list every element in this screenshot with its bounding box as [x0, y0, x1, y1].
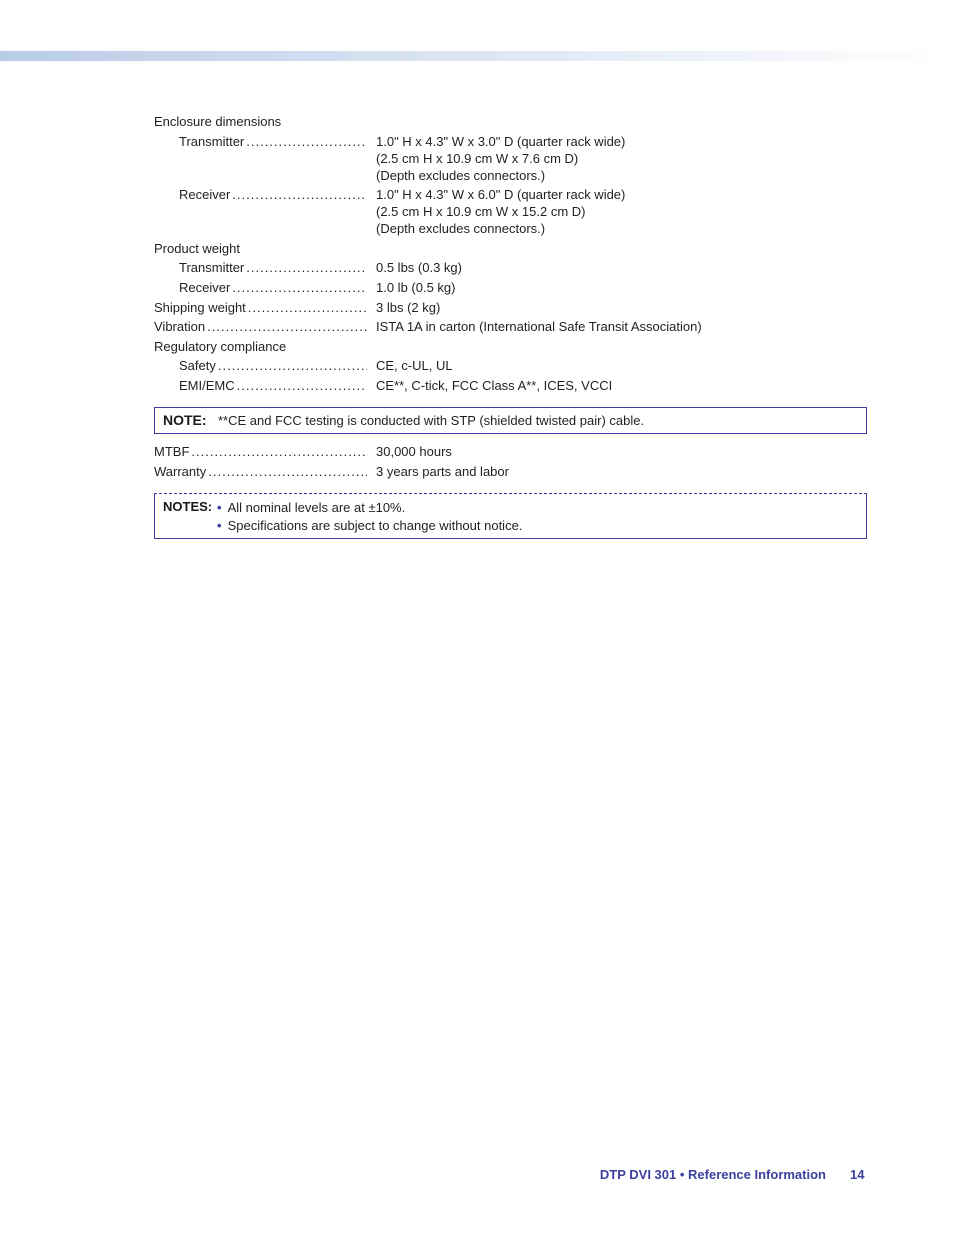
- spec-value: 30,000 hours: [376, 444, 452, 459]
- specifications-list: [154, 113, 870, 397]
- spec-label: Safety: [179, 358, 216, 374]
- emi-emc-row: [154, 377, 870, 394]
- spec-value: CE**, C-tick, FCC Class A**, ICES, VCCI: [376, 377, 613, 393]
- product-weight-heading: Product weight: [154, 240, 240, 256]
- bullet-icon: •: [217, 518, 222, 533]
- spec-value: 0.5 lbs (0.3 kg): [376, 260, 462, 276]
- dot-leader: [208, 463, 367, 480]
- header-gradient-bar: [0, 51, 954, 61]
- spec-value: CE, c-UL, UL: [376, 358, 453, 374]
- enclosure-transmitter-row: [154, 133, 870, 184]
- spec-label: Vibration: [154, 319, 206, 335]
- spec-label: MTBF: [154, 444, 190, 459]
- page-footer: [560, 1167, 870, 1182]
- note-item: [217, 500, 405, 515]
- footer-title: DTP DVI 301 • Reference Information: [599, 1167, 826, 1182]
- enclosure-receiver-row: [154, 186, 870, 237]
- weight-transmitter-row: [154, 259, 870, 276]
- note-item-text: All nominal levels are at ±10%.: [227, 500, 406, 515]
- dot-leader: [207, 318, 367, 335]
- spec-value: (2.5 cm H x 10.9 cm W x 15.2 cm D): [376, 204, 586, 220]
- safety-row: [154, 357, 870, 374]
- dot-leader: [191, 443, 367, 460]
- bullet-icon: •: [217, 500, 222, 515]
- vibration-row: [154, 318, 870, 335]
- page-number: 14: [850, 1167, 865, 1182]
- mtbf-row: [154, 443, 870, 460]
- cable-testing-note: [154, 407, 867, 434]
- spec-value: 1.0 lb (0.5 kg): [376, 279, 456, 295]
- dot-leader: [246, 133, 367, 184]
- general-notes: [154, 493, 867, 539]
- dot-leader: [246, 259, 367, 276]
- dot-leader: [248, 299, 367, 316]
- spec-value: 3 years parts and labor: [376, 463, 509, 479]
- spec-label: Transmitter: [179, 260, 245, 276]
- regulatory-heading: Regulatory compliance: [154, 338, 287, 354]
- spec-label: Transmitter: [179, 133, 245, 149]
- warranty-row: [154, 463, 870, 480]
- spec-value: ISTA 1A in carton (International Safe Transit Association): [376, 319, 702, 335]
- dot-leader: [232, 186, 367, 237]
- spec-label: EMI/EMC: [179, 377, 235, 393]
- spec-label: Warranty: [154, 463, 207, 479]
- enclosure-heading: Enclosure dimensions: [154, 114, 282, 129]
- spec-label: Receiver: [179, 279, 231, 295]
- spec-value: 3 lbs (2 kg): [376, 299, 441, 315]
- specifications-list-continued: [154, 443, 870, 482]
- spec-label: Shipping weight: [154, 299, 246, 315]
- spec-value: (2.5 cm H x 10.9 cm W x 7.6 cm D): [376, 150, 579, 166]
- spec-label: Receiver: [179, 187, 231, 203]
- weight-receiver-row: [154, 279, 870, 296]
- spec-value: (Depth excludes connectors.): [376, 167, 546, 183]
- spec-value: 1.0" H x 4.3" W x 3.0" D (quarter rack wide): [376, 133, 626, 149]
- spec-value: 1.0" H x 4.3" W x 6.0" D (quarter rack wide): [376, 187, 626, 203]
- spec-value: (Depth excludes connectors.): [376, 221, 546, 237]
- dot-leader: [237, 377, 367, 394]
- note-label: NOTE:: [163, 412, 207, 428]
- dot-leader: [218, 357, 367, 374]
- note-item-text: Specifications are subject to change without notice.: [227, 518, 523, 533]
- note-text: **CE and FCC testing is conducted with STP (shielded twisted pair) cable.: [218, 413, 645, 428]
- notes-label: NOTES:: [163, 499, 213, 514]
- shipping-weight-row: [154, 299, 870, 316]
- note-item: [217, 518, 522, 533]
- dot-leader: [232, 279, 367, 296]
